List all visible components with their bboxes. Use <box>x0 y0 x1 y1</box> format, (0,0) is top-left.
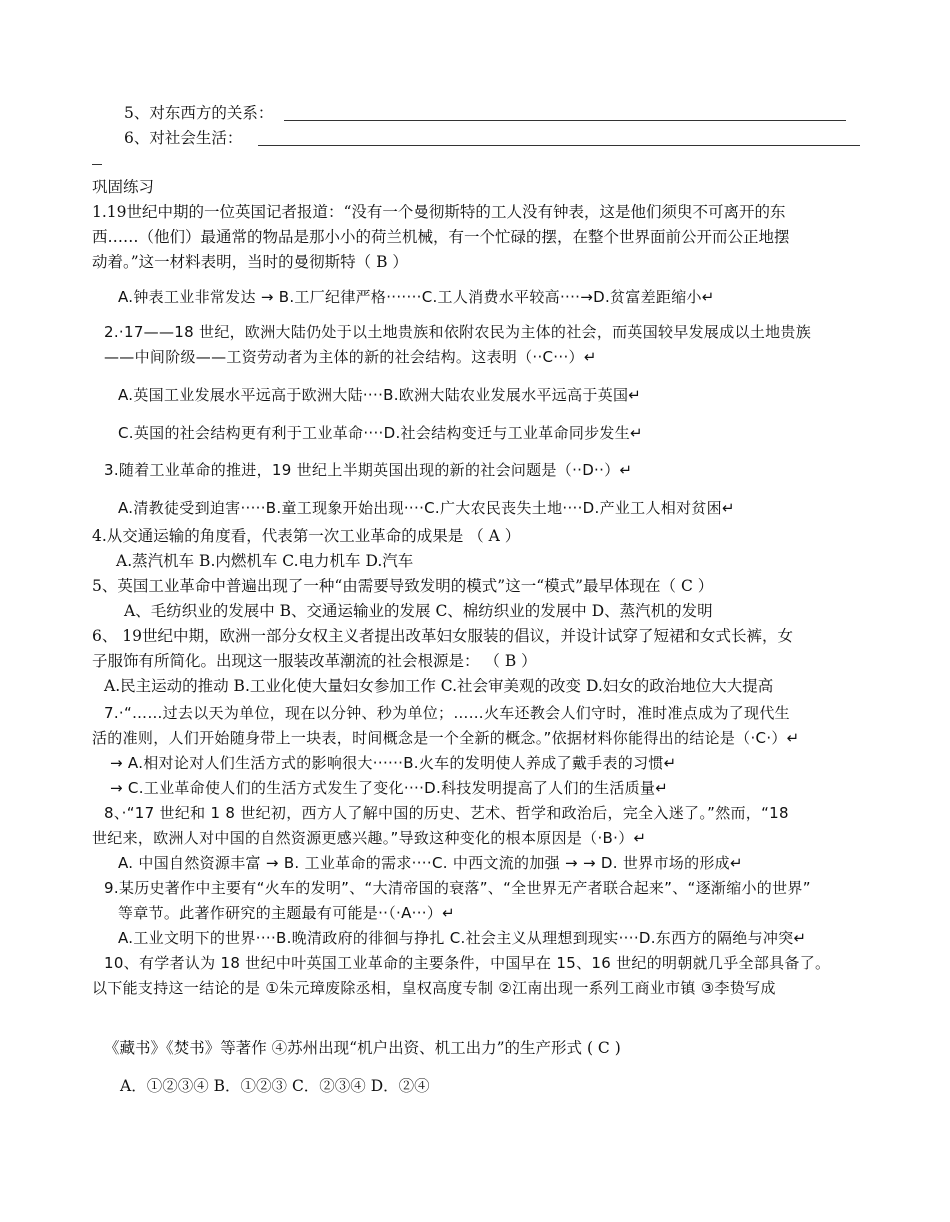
question-1-line-3: 动着。”这一材料表明，当时的曼彻斯特（ B ） <box>92 253 408 271</box>
question-7-options-cd: → C.工业革命使人们的生活方式发生了变化····D.科技发明提高了人们的生活质量↵ <box>110 779 669 797</box>
question-2-options-ab: A.英国工业发展水平远高于欧洲大陆····B.欧洲大陆农业发展水平远高于英国↵ <box>118 386 642 404</box>
question-5-line-1: 5、英国工业革命中普遍出现了一种“由需要导致发明的模式”这一“模式”最早体现在（ C ） <box>92 577 714 595</box>
question-7-line-2: 活的准则，人们开始随身带上一块表，时间概念是一个全新的概念。”依据材料你能得出的结论是（·C·）↵ <box>92 729 800 747</box>
question-2-line-1: 2.·17——18 世纪，欧洲大陆仍处于以土地贵族和依附农民为主体的社会，而英国较早发展成以土地贵族 <box>104 323 812 341</box>
question-1-options: A.钟表工业非常发达 → B.工厂纪律严格·······C.工人消费水平较高····→D.贫富差距缩小↵ <box>118 288 715 306</box>
question-8-line-2: 世纪来，欧洲人对中国的自然资源更感兴趣。”导致这种变化的根本原因是（·B·）↵ <box>92 829 647 847</box>
question-9-line-2: 等章节。此著作研究的主题最有可能是··（·A···）↵ <box>118 904 456 922</box>
question-10-options: A．①②③④ B．①②③ C．②③④ D．②④ <box>120 1077 430 1095</box>
question-10-line-1: 10、有学者认为 18 世纪中叶英国工业革命的主要条件，中国早在 15、16 世纪的明朝就几乎全部具备了。 <box>104 954 831 972</box>
question-9-line-1: 9.某历史著作中主要有“火车的发明”、“大清帝国的衰落”、“全世界无产者联合起来”、“逐渐缩小的世界” <box>104 879 811 897</box>
item-social-life-label: 6、对社会生活： <box>124 129 243 147</box>
question-7-line-1: 7.·“……过去以天为单位，现在以分钟、秒为单位；……火车还教会人们守时，准时准点成为了现代生 <box>104 704 790 722</box>
section-title: 巩固练习 <box>92 178 155 196</box>
item-east-west-label: 5、对东西方的关系： <box>124 104 274 122</box>
answer-blank-line <box>258 145 860 146</box>
question-8-line-1: 8、·“17 世纪和 1 8 世纪初，西方人了解中国的历史、艺术、哲学和政治后，完全入迷了。”然而，“18 <box>104 804 789 822</box>
question-7-options-ab: → A.相对论对人们生活方式的影响很大······B.火车的发明使人养成了戴手表的习惯↵ <box>110 754 677 772</box>
question-6-options: A.民主运动的推动 B.工业化使大量妇女参加工作 C.社会审美观的改变 D.妇女的政治地位大大提高 <box>104 677 774 695</box>
question-8-options: A. 中国自然资源丰富 → B. 工业革命的需求····C. 中西文流的加强 → → D. 世界市场的形成↵ <box>118 854 743 872</box>
question-3-options: A.清教徒受到迫害·····B.童工现象开始出现····C.广大农民丧失土地····D.产业工人相对贫困↵ <box>118 499 735 517</box>
question-4-options: A.蒸汽机车 B.内燃机车 C.电力机车 D.汽车 <box>116 552 414 570</box>
dash-mark <box>92 164 102 165</box>
question-4-line-1: 4.从交通运输的角度看，代表第一次工业革命的成果是 （ A ） <box>92 527 521 545</box>
answer-blank-line <box>284 120 846 121</box>
question-3-line-1: 3.随着工业革命的推进，19 世纪上半期英国出现的新的社会问题是（··D··）↵ <box>104 461 633 479</box>
question-1-line-1: 1.19世纪中期的一位英国记者报道：“没有一个曼彻斯特的工人没有钟表，这是他们须臾不可离开的东 <box>92 203 786 221</box>
question-5-options: A、毛纺织业的发展中 B、交通运输业的发展 C、棉纺织业的发展中 D、蒸汽机的发明 <box>124 602 713 620</box>
question-2-options-cd: C.英国的社会结构更有利于工业革命····D.社会结构变迁与工业革命同步发生↵ <box>118 424 643 442</box>
question-9-options: A.工业文明下的世界····B.晚清政府的徘徊与挣扎 C.社会主义从理想到现实····D.东西方的隔绝与冲突↵ <box>118 929 807 947</box>
question-10-line-2: 以下能支持这一结论的是 ①朱元璋废除丞相，皇权高度专制 ②江南出现一系列工商业市镇 ③李贽写成 <box>92 979 776 997</box>
question-1-line-2: 西……（他们）最通常的物品是那小小的荷兰机械，有一个忙碌的摆，在整个世界面前公开而公正地摆 <box>92 228 790 246</box>
question-6-line-2: 子服饰有所简化。出现这一服装改革潮流的社会根源是： （ B ） <box>92 652 537 670</box>
question-2-line-2: ——中间阶级——工资劳动者为主体的新的社会结构。这表明（··C···）↵ <box>104 348 597 366</box>
question-10-line-3: 《藏书》《焚书》等著作 ④苏州出现“机户出资、机工出力”的生产形式 ( C ) <box>104 1039 621 1057</box>
question-6-line-1: 6、 19世纪中期，欧洲一部分女权主义者提出改革妇女服装的倡议，并设计试穿了短裙和女式长裤，女 <box>92 627 794 645</box>
